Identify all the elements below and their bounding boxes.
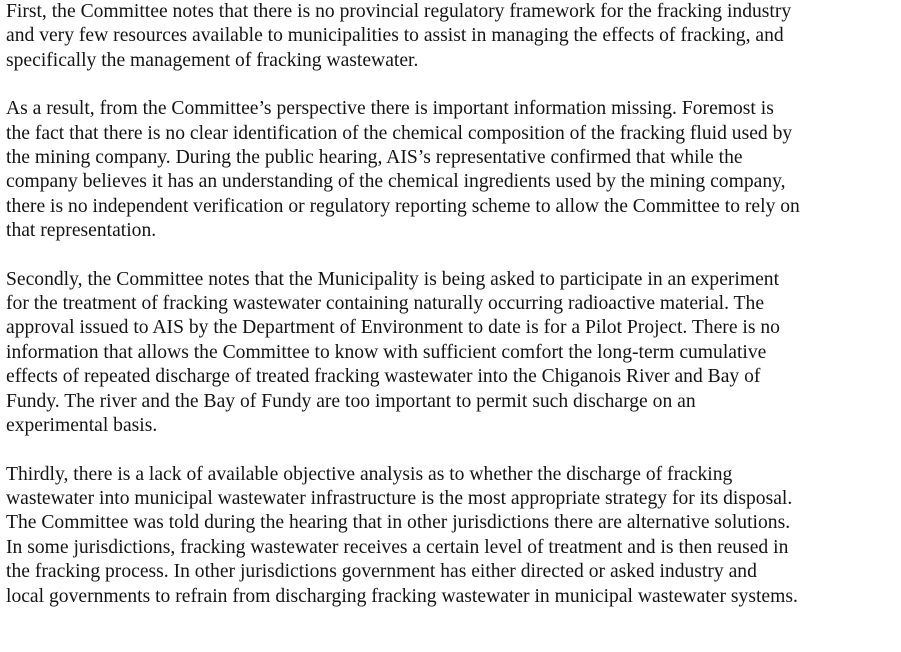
text-line: the mining company. During the public hearing, AIS’s representative confirmed that while the <box>6 147 743 169</box>
text-line: there is no independent verification or regulatory reporting scheme to allow the Committee to rely on <box>6 195 800 217</box>
text-line: First, the Committee notes that there is no provincial regulatory framework for the fracking industry <box>6 1 792 22</box>
paragraph-experiment <box>6 268 900 439</box>
paragraph-regulatory-framework <box>6 0 900 73</box>
text-line: Secondly, the Committee notes that the Municipality is being asked to participate in an experiment <box>6 268 780 290</box>
text-line: As a result, from the Committee’s perspective there is important information missing. Foremost is <box>6 98 774 120</box>
paragraph-missing-information <box>6 97 900 243</box>
text-line: The Committee was told during the hearing that in other jurisdictions there are alternative solutions. <box>6 512 791 534</box>
paragraph-alternative-solutions <box>6 463 900 609</box>
text-line: the fracking process. In other jurisdictions government has either directed or asked industry and <box>6 561 757 583</box>
text-line: and very few resources available to municipalities to assist in managing the effects of fracking, and <box>6 25 784 47</box>
text-line: company believes it has an understanding of the chemical ingredients used by the mining company, <box>6 171 786 193</box>
text-line: the fact that there is no clear identification of the chemical composition of the fracking fluid used by <box>6 122 793 144</box>
text-line: for the treatment of fracking wastewater containing naturally occurring radioactive material. The <box>6 293 765 315</box>
text-line: Fundy. The river and the Bay of Fundy are too important to permit such discharge on an <box>6 390 696 412</box>
text-line: Thirdly, there is a lack of available objective analysis as to whether the discharge of fracking <box>6 463 733 485</box>
text-line: effects of repeated discharge of treated fracking wastewater into the Chiganois River and Bay of <box>6 366 761 388</box>
text-line: approval issued to AIS by the Department of Environment to date is for a Pilot Project. There is no <box>6 317 780 339</box>
text-line: In some jurisdictions, fracking wastewater receives a certain level of treatment and is then reused in <box>6 536 789 558</box>
text-line: experimental basis. <box>6 415 158 437</box>
text-line: wastewater into municipal wastewater infrastructure is the most appropriate strategy for its disposal. <box>6 487 793 509</box>
text-line: that representation. <box>6 220 157 242</box>
text-line: information that allows the Committee to know with sufficient comfort the long-term cumulative <box>6 341 767 363</box>
text-line: local governments to refrain from discharging fracking wastewater in municipal wastewater systems. <box>6 585 798 607</box>
document-page <box>6 0 900 633</box>
text-line: specifically the management of fracking wastewater. <box>6 49 419 71</box>
